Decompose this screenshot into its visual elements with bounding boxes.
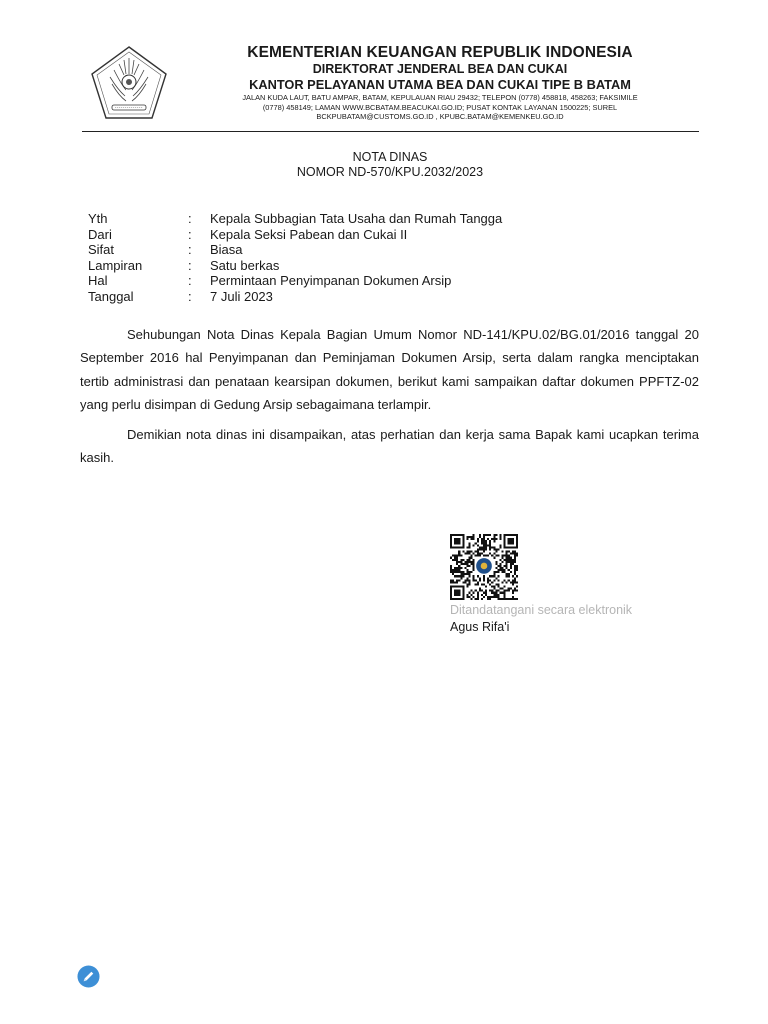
meta-label: Hal (88, 273, 108, 288)
memo-body (80, 323, 699, 477)
ministry-emblem-icon (88, 44, 170, 122)
office-address (180, 93, 700, 122)
meta-separator: : (188, 242, 192, 257)
signer-name: Agus Rifa'i (450, 620, 510, 634)
meta-row-date (88, 289, 502, 305)
meta-separator: : (188, 257, 192, 273)
meta-value: Biasa (210, 242, 243, 257)
meta-row-sender (88, 227, 502, 243)
document-title-block (80, 150, 700, 180)
meta-value: Permintaan Penyimpanan Dokumen Arsip (210, 273, 452, 288)
address-line-2: (0778) 458149; LAMAN WWW.BCBATAM.BEACUKAI.GO.ID; PUSAT KONTAK LAYANAN 1500225; SUREL (262, 102, 618, 112)
document-number: NOMOR ND-570/KPU.2032/2023 (296, 165, 484, 179)
address-line-1: JALAN KUDA LAUT, BATU AMPAR, BATAM, KEPULAUAN RIAU 29432; TELEPON (0778) 458818, 458263; FAKSIMILE (242, 93, 638, 102)
document-title: NOTA DINAS (352, 150, 428, 164)
office-name: KANTOR PELAYANAN UTAMA BEA DAN CUKAI TIPE B BATAM (249, 77, 631, 92)
address-line-3: BCKPUBATAM@CUSTOMS.GO.ID , KPUBC.BATAM@KEMENKEU.GO.ID (316, 112, 564, 121)
memo-metadata (88, 211, 502, 304)
meta-separator: : (188, 273, 192, 288)
meta-label: Sifat (88, 242, 115, 257)
meta-value: 7 Juli 2023 (210, 288, 273, 304)
electronic-signature-note: Ditandatangani secara elektronik (450, 603, 633, 617)
meta-row-subject (88, 273, 502, 289)
meta-separator: : (188, 226, 192, 242)
meta-value: Kepala Seksi Pabean dan Cukai II (210, 226, 408, 242)
meta-label: Tanggal (88, 288, 134, 304)
letterhead-divider (82, 131, 699, 132)
meta-separator: : (188, 211, 192, 226)
body-paragraph-1: Sehubungan Nota Dinas Kepala Bagian Umum Nomor ND-141/KPU.02/BG.01/2016 tanggal 20 September 2016 hal Penyimpanan dan Peminjaman Dokumen Arsip, serta dalam rangka menciptakan tertib administrasi dan penataan kearsipan dokumen, berikut kami sampaikan daftar dokumen PPFTZ-02 yang perlu disimpan di Gedung Arsip sebagaimana terlampir. (80, 327, 699, 412)
ministry-name: KEMENTERIAN KEUANGAN REPUBLIK INDONESIA (247, 44, 633, 61)
meta-separator: : (188, 288, 192, 304)
letterhead (180, 43, 700, 122)
qr-code-icon (450, 534, 518, 600)
edit-pen-icon[interactable] (77, 965, 100, 988)
meta-row-attachment (88, 258, 502, 274)
meta-label: Lampiran (88, 257, 143, 273)
body-paragraph-2: Demikian nota dinas ini disampaikan, atas perhatian dan kerja sama Bapak kami ucapkan terima kasih. (80, 427, 699, 466)
meta-row-recipient (88, 211, 502, 227)
meta-value: Satu berkas (210, 257, 280, 273)
meta-label: Yth (88, 211, 108, 226)
meta-label: Dari (88, 226, 112, 242)
meta-value: Kepala Subbagian Tata Usaha dan Rumah Tangga (210, 211, 503, 226)
meta-row-nature (88, 242, 502, 258)
directorate-name: DIREKTORAT JENDERAL BEA DAN CUKAI (312, 62, 568, 76)
